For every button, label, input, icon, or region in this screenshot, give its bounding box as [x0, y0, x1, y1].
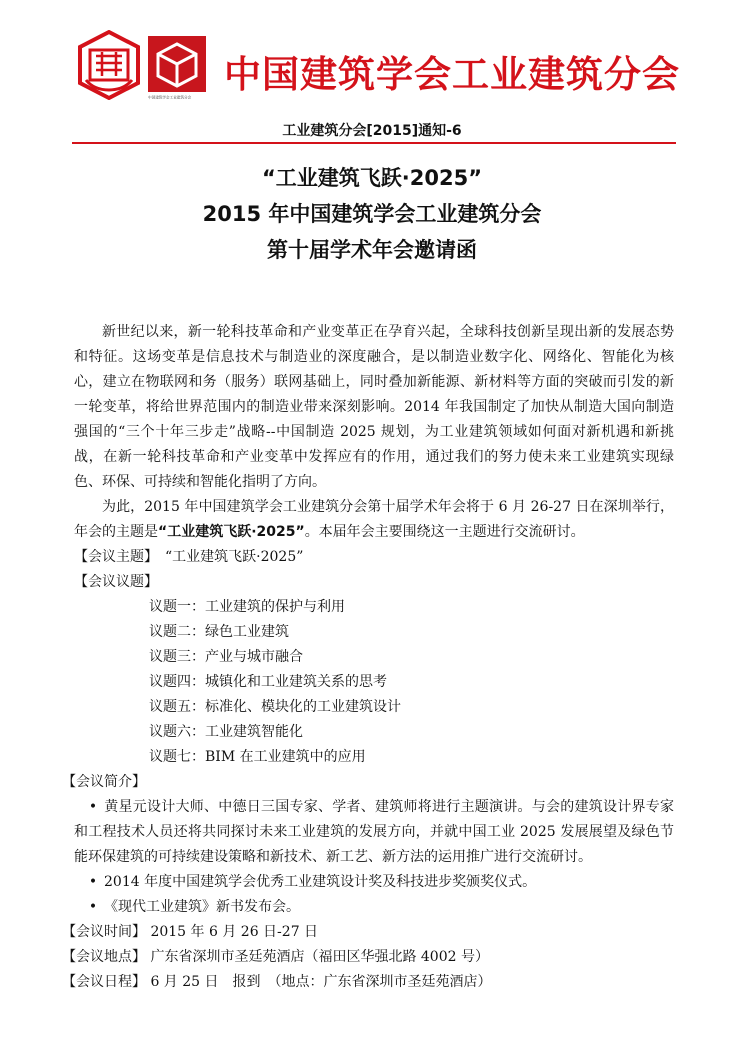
bullet-text: 2014 年度中国建筑学会优秀工业建筑设计奖及科技进步奖颁奖仪式。 — [104, 874, 537, 890]
bullet-icon: • — [88, 799, 98, 815]
organization-name: 中国建筑学会工业建筑分会 — [224, 53, 680, 96]
place-value: 广东省深圳市圣廷苑酒店（福田区华强北路 4002 号） — [150, 949, 489, 965]
schedule-row — [62, 970, 674, 995]
letterhead — [0, 0, 744, 140]
topic-item: 议题六：工业建筑智能化 — [149, 724, 303, 740]
announcement-text: 为此，2015 年中国建筑学会工业建筑分会第十届学术年会将于 6 月 26-27 日在深圳举行，年会的主题是 — [74, 499, 674, 540]
cube-icon — [148, 36, 206, 92]
schedule-value: 6 月 25 日 报到 （地点：广东省深圳市圣廷苑酒店） — [150, 974, 492, 990]
intro-label: 【会议简介】 — [62, 774, 146, 790]
letter-body — [62, 320, 674, 995]
bullet-icon: • — [88, 874, 98, 890]
topic-item: 议题二：绿色工业建筑 — [149, 624, 289, 640]
theme-row — [74, 545, 674, 570]
announcement-text-end: 。本届年会主要围绕这一主题进行交流研讨。 — [304, 524, 585, 540]
bullet-item — [74, 795, 674, 870]
header-divider — [72, 142, 676, 144]
topic-item: 议题五：标准化、模块化的工业建筑设计 — [149, 699, 401, 715]
invitation-title — [0, 160, 744, 268]
topic-item: 议题三：产业与城市融合 — [149, 649, 303, 665]
title-line-2: 2015 年中国建筑学会工业建筑分会 — [202, 202, 542, 226]
topic-item: 议题七：BIM 在工业建筑中的应用 — [149, 749, 366, 765]
title-line-3: 第十届学术年会邀请函 — [267, 238, 477, 262]
place-row — [62, 945, 674, 970]
time-label: 【会议时间】 — [62, 924, 146, 940]
theme-label: 【会议主题】 — [74, 549, 151, 565]
title-line-1: “工业建筑飞跃·2025” — [261, 166, 483, 190]
announcement-theme: “工业建筑飞跃·2025” — [158, 524, 305, 540]
bullet-text: 《现代工业建筑》新书发布会。 — [104, 899, 300, 915]
place-label: 【会议地点】 — [62, 949, 146, 965]
document-number: 工业建筑分会[2015]通知-6 — [282, 123, 462, 139]
bullet-text: 黄星元设计大师、中德日三国专家、学者、建筑师将进行主题演讲。与会的建筑设计界专家和工程技术人员还将共同探讨未来工业建筑的发展方向，并就中国工业 2025 发展展望及绿色节能环保建筑的可持续建设策略和新技术、新工艺、新方法的运用推广进行交流研讨。 — [74, 799, 674, 865]
bullet-item — [74, 895, 674, 920]
schedule-label: 【会议日程】 — [62, 974, 146, 990]
bullet-item — [74, 870, 674, 895]
time-row — [62, 920, 674, 945]
intro-paragraph: 新世纪以来，新一轮科技革命和产业变革正在孕育兴起，全球科技创新呈现出新的发展态势和特征。这场变革是信息技术与制造业的深度融合，是以制造业数字化、网络化、智能化为核心，建立在物联网和务（服务）联网基础上，同时叠加新能源、新材料等方面的突破而引发的新一轮变革，将给世界范围内的制造业带来深刻影响。2014 年我国制定了加快从制造大国向制造强国的“三个十年三步走”战略--中国制造 2025 规划，为工业建筑领域如何面对新机遇和新挑战，在新一轮科技革命和产业变革中发挥应有的作用，通过我们的努力使未来工业建筑实现绿色、环保、可持续和智能化指明了方向。 — [74, 324, 674, 490]
bullet-icon: • — [88, 899, 98, 915]
topic-item: 议题四：城镇化和工业建筑关系的思考 — [149, 674, 387, 690]
topic-item: 议题一：工业建筑的保护与利用 — [149, 599, 345, 615]
logo-caption: 中国建筑学会工业建筑分会 — [148, 95, 192, 100]
branch-logo — [148, 36, 206, 106]
time-value: 2015 年 6 月 26 日-27 日 — [150, 924, 319, 940]
announcement-paragraph — [74, 495, 674, 545]
society-seal-logo — [76, 30, 142, 100]
topics-label: 【会议议题】 — [74, 574, 158, 590]
theme-value: “工业建筑飞跃·2025” — [165, 549, 304, 565]
